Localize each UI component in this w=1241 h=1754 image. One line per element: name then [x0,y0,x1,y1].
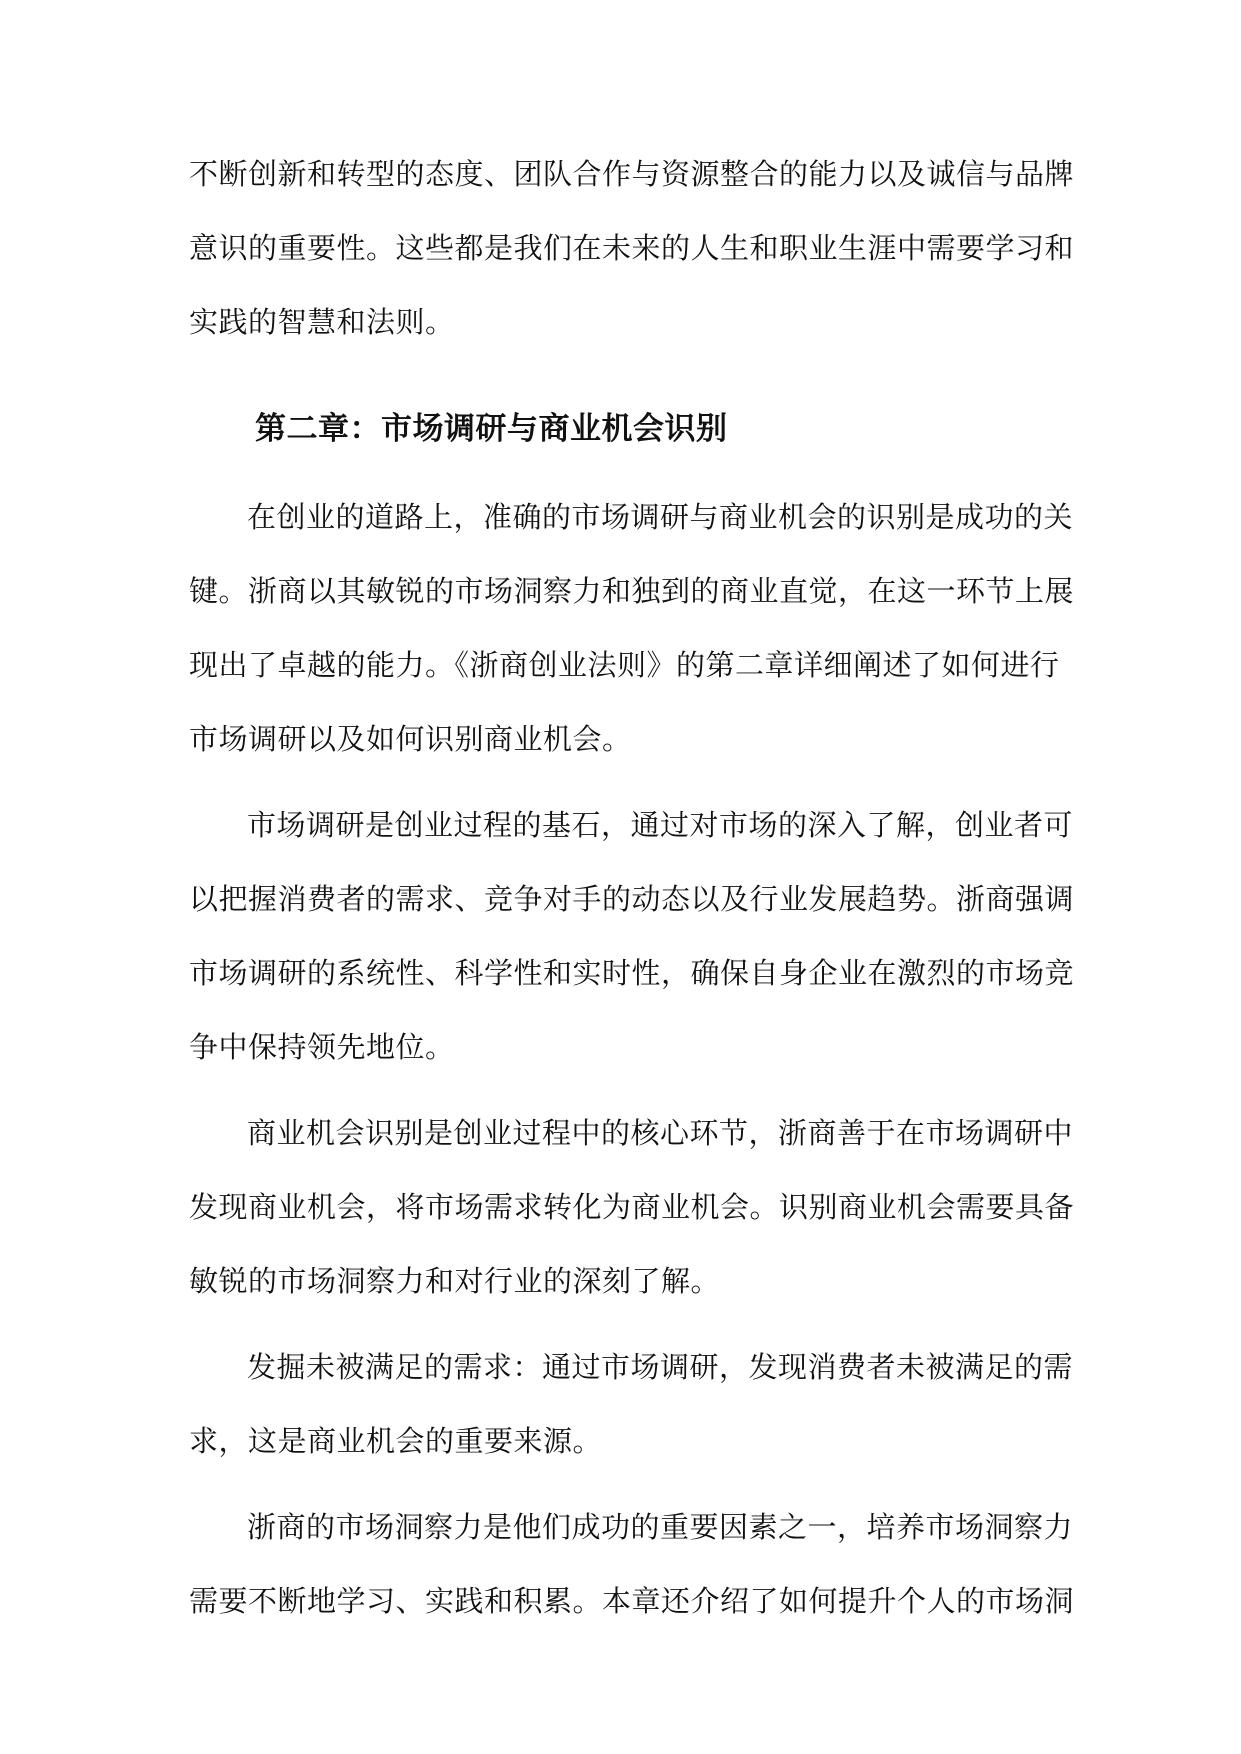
paragraph-3-line-3: 敏锐的市场洞察力和对行业的深刻了解。 [189,1264,721,1298]
intro-line-3: 实践的智慧和法则。 [189,305,455,339]
paragraph-2-line-2: 以把握消费者的需求、竞争对手的动态以及行业发展趋势。浙商强调 [189,882,1075,916]
paragraph-2-line-1: 市场调研是创业过程的基石，通过对市场的深入了解，创业者可 [247,808,1074,842]
paragraph-4-line-2: 求，这是商业机会的重要来源。 [189,1424,603,1458]
chapter-heading: 第二章：市场调研与商业机会识别 [255,411,728,447]
paragraph-3-line-1: 商业机会识别是创业过程中的核心环节，浙商善于在市场调研中 [247,1116,1074,1150]
paragraph-2-line-4: 争中保持领先地位。 [189,1030,455,1064]
paragraph-5-line-1: 浙商的市场洞察力是他们成功的重要因素之一，培养市场洞察力 [247,1510,1074,1544]
intro-line-2: 意识的重要性。这些都是我们在未来的人生和职业生涯中需要学习和 [189,231,1075,265]
paragraph-3-line-2: 发现商业机会，将市场需求转化为商业机会。识别商业机会需要具备 [189,1190,1075,1224]
paragraph-1-line-4: 市场调研以及如何识别商业机会。 [189,722,632,756]
paragraph-5-line-2: 需要不断地学习、实践和积累。本章还介绍了如何提升个人的市场洞 [189,1584,1075,1618]
intro-line-1: 不断创新和转型的态度、团队合作与资源整合的能力以及诚信与品牌 [189,157,1075,191]
paragraph-1-line-3: 现出了卓越的能力。《浙商创业法则》的第二章详细阐述了如何进行 [189,648,1060,682]
paragraph-1-line-1: 在创业的道路上，准确的市场调研与商业机会的识别是成功的关 [247,500,1074,534]
paragraph-4-line-1: 发掘未被满足的需求：通过市场调研，发现消费者未被满足的需 [247,1350,1074,1384]
paragraph-2-line-3: 市场调研的系统性、科学性和实时性，确保自身企业在激烈的市场竞 [189,956,1075,990]
paragraph-1-line-2: 键。浙商以其敏锐的市场洞察力和独到的商业直觉，在这一环节上展 [189,574,1075,608]
